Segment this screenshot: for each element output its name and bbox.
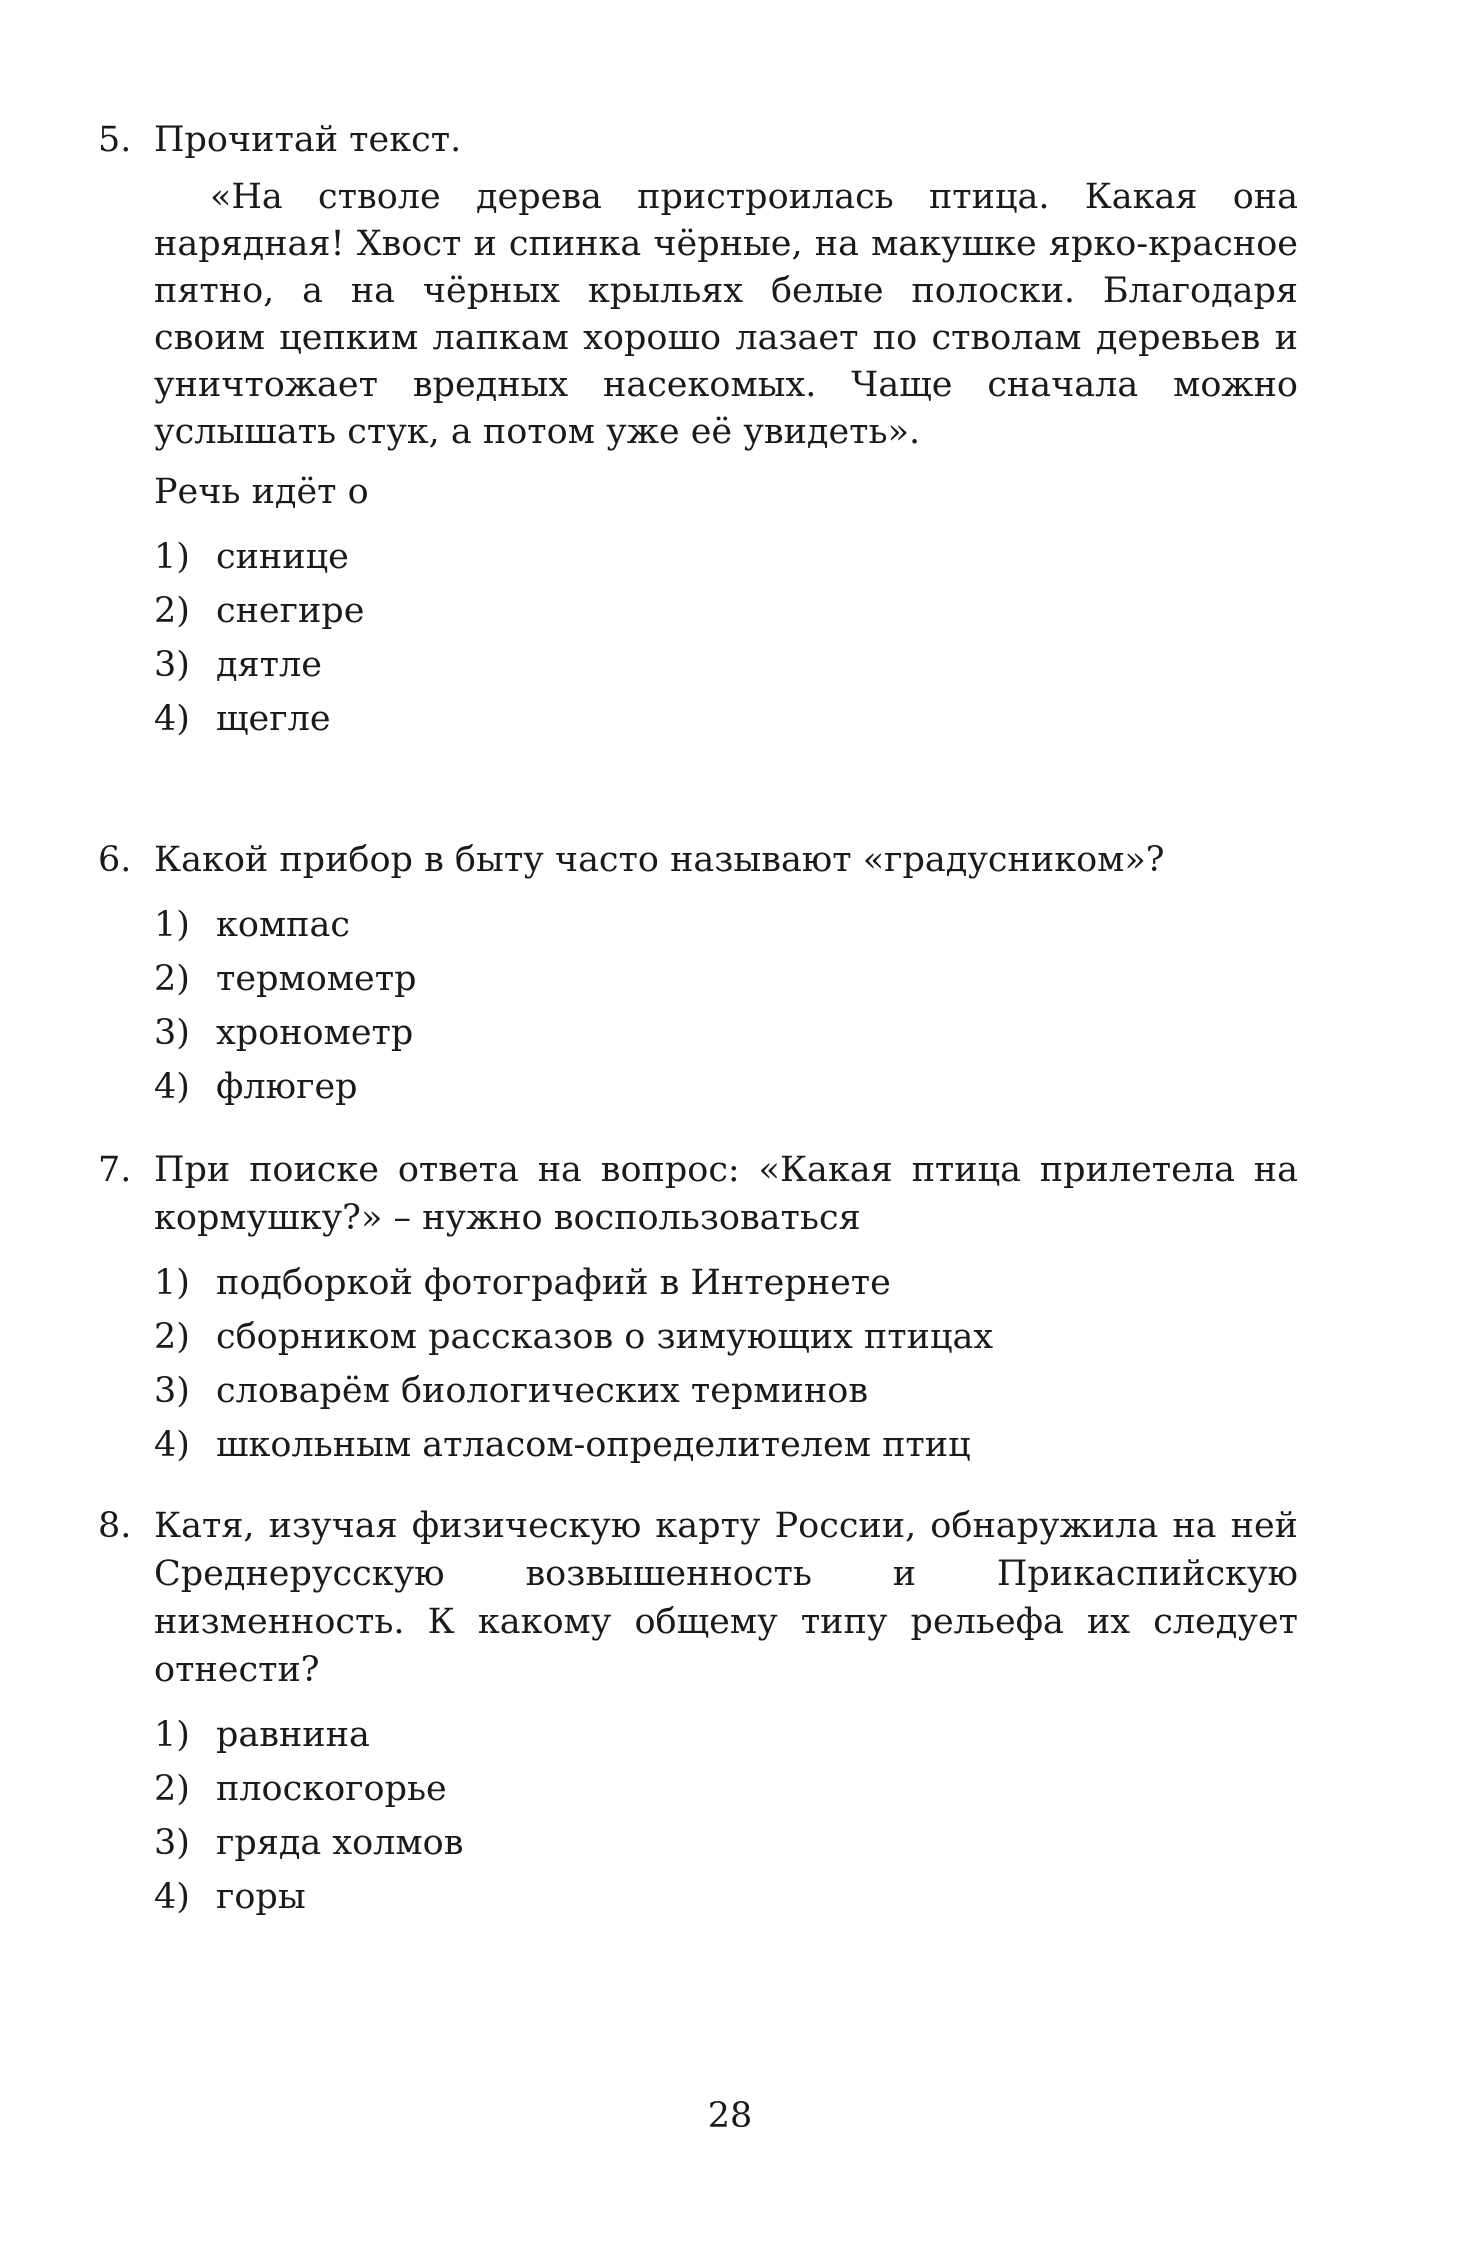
option-number: 3) (154, 1371, 190, 1411)
option-text: горы (216, 1877, 306, 1917)
option-text: синице (216, 537, 349, 577)
option-number: 2) (154, 1317, 190, 1357)
answer-option[interactable] (154, 638, 1298, 692)
option-text: равнина (216, 1715, 370, 1755)
option-text: гряда холмов (216, 1823, 464, 1863)
task-number: 8. (98, 1506, 132, 1546)
answer-option[interactable] (154, 1870, 1298, 1924)
answer-option[interactable] (154, 1418, 1298, 1472)
option-text: компас (216, 905, 350, 945)
option-number: 2) (154, 1769, 190, 1809)
task-question: При поиске ответа на вопрос: «Какая птица прилетела на кормушку?» – нужно воспользоваться (154, 1150, 1298, 1238)
answer-options (154, 1256, 1298, 1472)
option-text: словарём биологических терминов (216, 1371, 869, 1411)
task-5 (98, 116, 1298, 746)
answer-option[interactable] (154, 530, 1298, 584)
task-number: 6. (98, 840, 132, 880)
answer-option[interactable] (154, 1708, 1298, 1762)
option-number: 4) (154, 1877, 190, 1917)
answer-option[interactable] (154, 1006, 1298, 1060)
option-text: щегле (216, 699, 331, 739)
task-question: Какой прибор в быту часто называют «градусником»? (154, 840, 1165, 880)
passage-text: «На стволе дерева пристроилась птица. Какая она нарядная! Хвост и спинка чёрные, на макушке ярко-красное пятно, а на чёрных крыльях белые полоски. Благодаря своим цепким лапкам хорошо лазает по стволам деревьев и уничтожает вредных насекомых. Чаще сначала можно услышать стук, а потом уже её увидеть». (154, 177, 1298, 452)
option-text: плоскогорье (216, 1769, 447, 1809)
option-text: термометр (216, 959, 417, 999)
option-number: 4) (154, 1425, 190, 1465)
answer-options (154, 898, 1298, 1114)
answer-option[interactable] (154, 584, 1298, 638)
option-text: снегире (216, 591, 365, 631)
answer-options (154, 530, 1298, 746)
task-number: 7. (98, 1150, 132, 1190)
option-number: 1) (154, 1263, 190, 1303)
answer-option[interactable] (154, 952, 1298, 1006)
option-number: 1) (154, 1715, 190, 1755)
option-number: 4) (154, 1067, 190, 1107)
reading-passage (154, 174, 1298, 456)
option-text: сборником рассказов о зимующих птицах (216, 1317, 994, 1357)
answer-option[interactable] (154, 1256, 1298, 1310)
answer-option[interactable] (154, 1364, 1298, 1418)
option-number: 3) (154, 1823, 190, 1863)
task-header (98, 116, 1298, 164)
option-number: 2) (154, 591, 190, 631)
option-number: 4) (154, 699, 190, 739)
task-7 (98, 1146, 1298, 1472)
option-number: 3) (154, 1013, 190, 1053)
question-stem: Речь идёт о (154, 472, 369, 512)
option-text: школьным атласом-определителем птиц (216, 1425, 971, 1465)
option-text: хронометр (216, 1013, 414, 1053)
task-header (98, 1146, 1298, 1242)
option-number: 3) (154, 645, 190, 685)
answer-option[interactable] (154, 1762, 1298, 1816)
task-6 (98, 836, 1298, 1114)
option-text: флюгер (216, 1067, 358, 1107)
answer-option[interactable] (154, 1310, 1298, 1364)
option-text: дятле (216, 645, 322, 685)
option-number: 1) (154, 905, 190, 945)
answer-option[interactable] (154, 1816, 1298, 1870)
task-question: Катя, изучая физическую карту России, обнаружила на ней Среднерусскую возвышенность и Прикаспийскую низменность. К какому общему типу рельефа их следует отнести? (154, 1506, 1298, 1690)
option-text: подборкой фотографий в Интернете (216, 1263, 891, 1303)
task-header (98, 836, 1298, 884)
option-number: 1) (154, 537, 190, 577)
answer-option[interactable] (154, 898, 1298, 952)
page-number: 28 (707, 2096, 753, 2136)
option-number: 2) (154, 959, 190, 999)
task-header (98, 1502, 1298, 1694)
task-question: Прочитай текст. (154, 120, 462, 160)
task-8 (98, 1502, 1298, 1924)
answer-options (154, 1708, 1298, 1924)
answer-option[interactable] (154, 1060, 1298, 1114)
task-number: 5. (98, 120, 132, 160)
answer-option[interactable] (154, 692, 1298, 746)
